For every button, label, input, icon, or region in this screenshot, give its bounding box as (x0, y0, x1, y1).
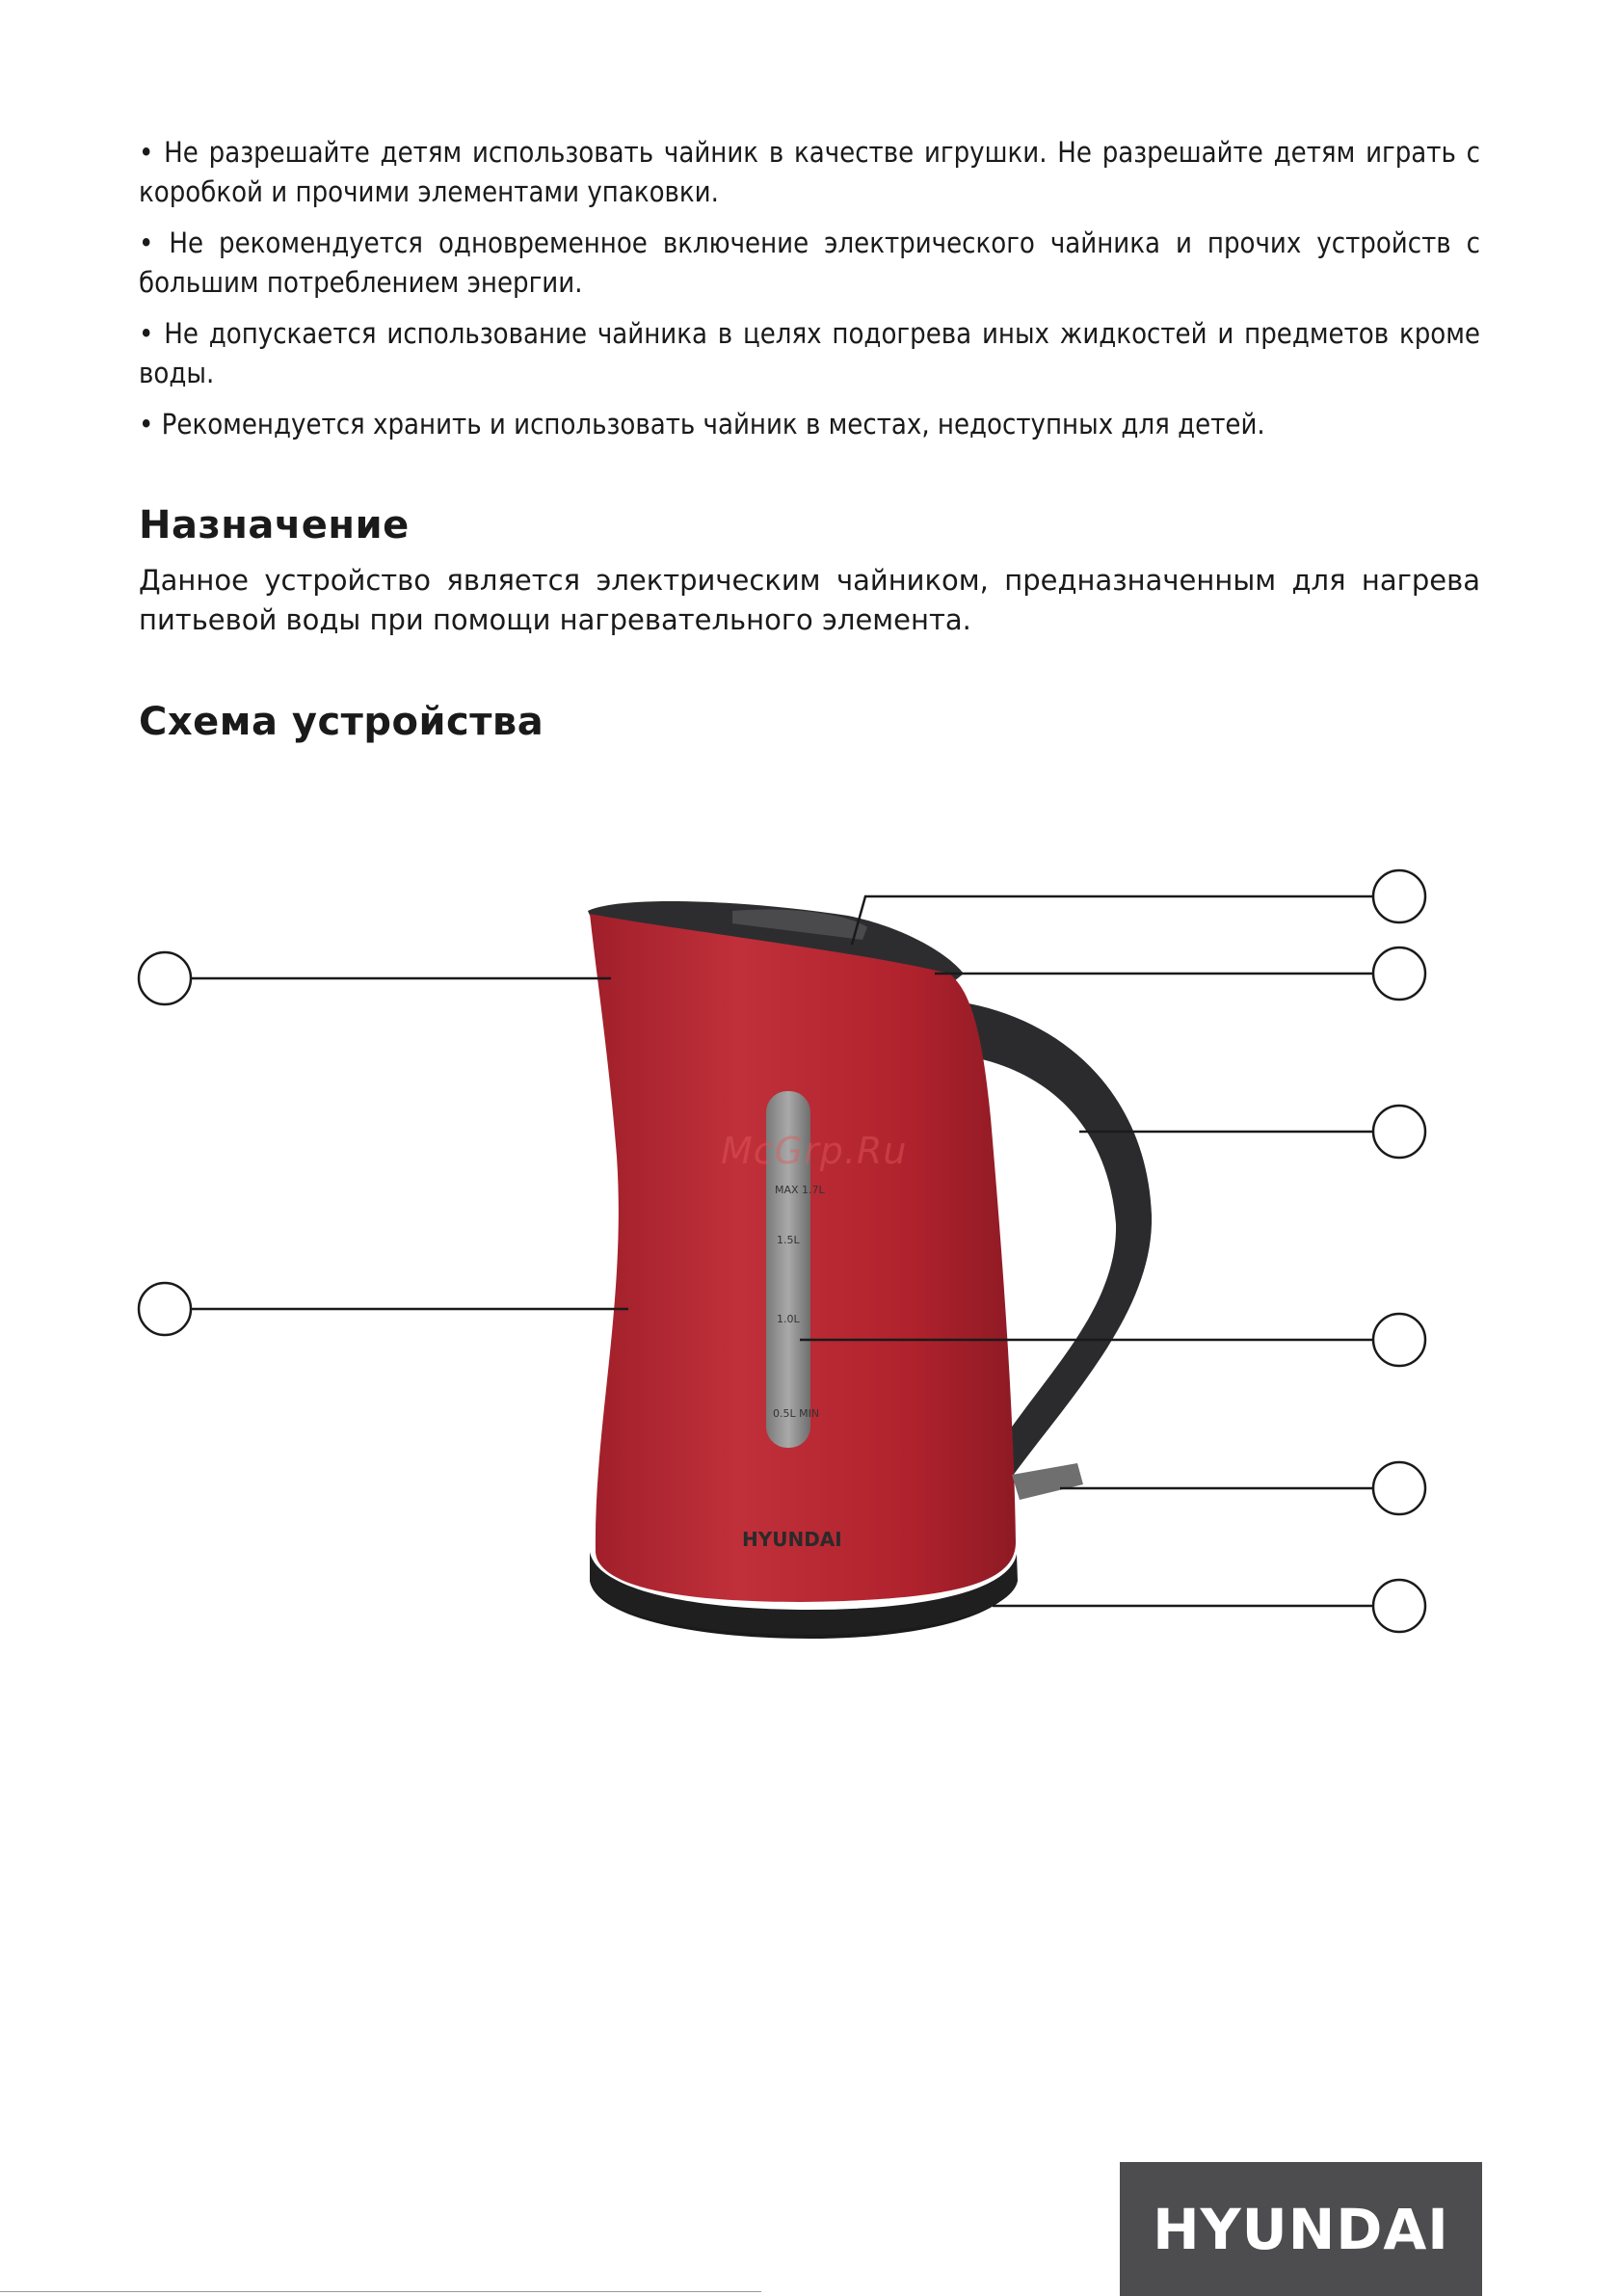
kettle-diagram (0, 848, 1618, 1677)
callout-circle (139, 952, 191, 1004)
kettle-brand-label: HYUNDAI (742, 1528, 842, 1551)
callout-circle (1373, 1106, 1425, 1158)
callout-circle (1373, 1580, 1425, 1632)
callout-circle (1373, 948, 1425, 1000)
power-switch (1012, 1463, 1083, 1500)
purpose-heading: Назначение (139, 503, 410, 547)
brand-logo (1120, 2162, 1482, 2296)
safety-bullet: • Не допускается использование чайника в целях подогрева иных жидкостей и предметов кроме воды. (139, 317, 1480, 389)
scale-label: 0.5L MIN (773, 1407, 820, 1420)
purpose-text: Данное устройство является электрическим чайником, предназначенным для нагрева питьевой воды при помощи нагревательного элемента. (139, 564, 1480, 636)
callout-circle (1373, 1462, 1425, 1514)
footer-divider (0, 2291, 761, 2292)
scale-label: MAX 1.7L (775, 1184, 825, 1196)
callout-circle (139, 1283, 191, 1335)
scale-label: 1.5L (777, 1234, 800, 1246)
brand-name: HYUNDAI (1153, 2196, 1449, 2262)
watermark: McGrp.Ru (721, 1130, 908, 1172)
safety-bullet: • Не рекомендуется одновременное включение электрического чайника и прочих устройств с большим потреблением энергии. (139, 227, 1480, 299)
scale-label: 1.0L (777, 1313, 800, 1325)
safety-bullet: • Рекомендуется хранить и использовать чайник в местах, недоступных для детей. (139, 408, 1265, 441)
callout-circle (1373, 1314, 1425, 1366)
scheme-heading: Схема устройства (139, 700, 544, 744)
callout-circle (1373, 870, 1425, 922)
safety-bullet: • Не разрешайте детям использовать чайник в качестве игрушки. Не разрешайте детям играть с коробкой и прочими элементами упаковки. (139, 136, 1480, 208)
safety-bullets (139, 133, 1480, 456)
